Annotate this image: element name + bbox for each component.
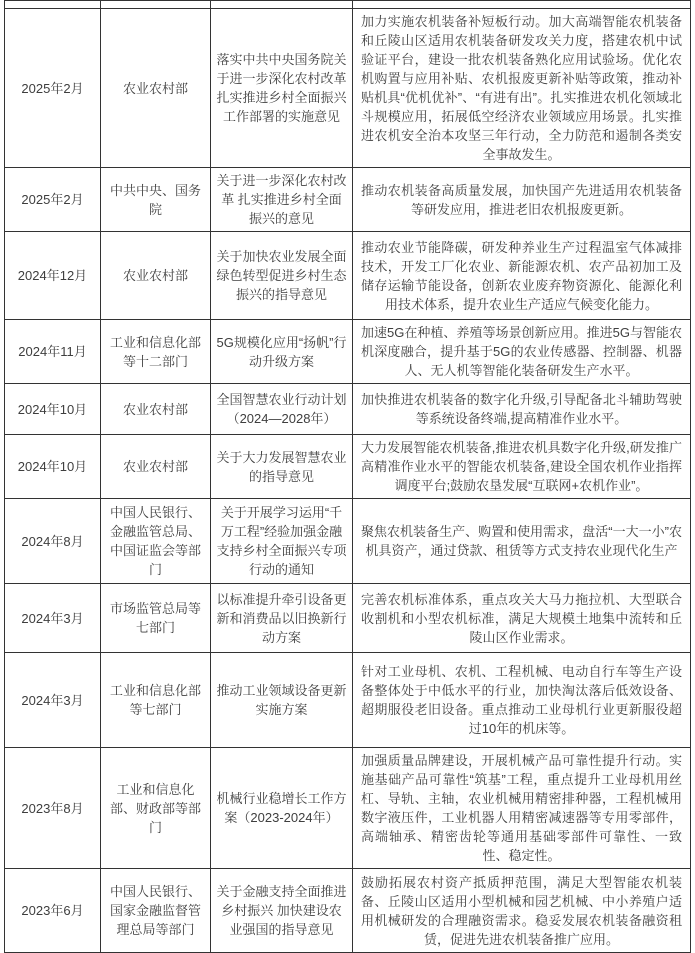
policy-department: 中国人民银行、国家金融监督管理总局等部门	[101, 869, 211, 953]
policy-description: 完善农机标准体系，重点攻关大马力拖拉机、大型联合收割机和小型农机标准，满足大规模土地集中流转和丘陵山区作业需求。	[353, 584, 691, 653]
policy-table-container	[4, 0, 691, 953]
table-row	[5, 168, 691, 232]
policy-title: 机械行业稳增长工作方案（2023-2024年）	[211, 748, 353, 869]
policy-description: 加快推进农机装备的数字化升级,引导配备北斗辅助驾驶等系统设备终端,提高精准作业水平。	[353, 384, 691, 435]
policy-date: 2023年6月	[5, 869, 101, 953]
policy-department: 工业和信息化部、财政部等部门	[101, 748, 211, 869]
table-row	[5, 435, 691, 499]
policy-department: 农业农村部	[101, 9, 211, 168]
policy-department: 市场监管总局等七部门	[101, 584, 211, 653]
policy-description: 聚焦农机装备生产、购置和使用需求，盘活“一大一小”农机具资产，通过贷款、租赁等方式支持农业现代化生产	[353, 499, 691, 584]
table-row	[5, 748, 691, 869]
policy-description: 加力实施农机装备补短板行动。加大高端智能农机装备和丘陵山区适用农机装备研发攻关力度，搭建农机中试验证平台，建设一批农机装备熟化应用试验场。优化农机购置与应用补贴、农机报废更新补贴等政策，推动补贴机具“优机优补”、“有进有出”。扎实推进农机化领域北斗规模应用，拓展低空经济农业领域应用场景。扎实推进农机安全治本攻坚三年行动，全力防范和遏制各类安全事故发生。	[353, 9, 691, 168]
policy-department: 中国人民银行、金融监管总局、中国证监会等部门	[101, 499, 211, 584]
policy-date: 2024年8月	[5, 499, 101, 584]
policy-title: 关于进一步深化农村改革 扎实推进乡村全面振兴的意见	[211, 168, 353, 232]
table-row	[5, 9, 691, 168]
policy-date: 2024年10月	[5, 435, 101, 499]
table-row	[5, 499, 691, 584]
policy-title: 以标准提升牵引设备更新和消费品以旧换新行动方案	[211, 584, 353, 653]
policy-title: 5G规模化应用“扬帆”行动升级方案	[211, 320, 353, 384]
policy-department: 工业和信息化部等七部门	[101, 653, 211, 748]
policy-description: 推动农业节能降碳，研发种养业生产过程温室气体减排技术，开发工厂化农业、新能源农机、农产品初加工及储存运输节能设备，创新农业废弃物资源化、能源化利用技术体系，提升农业生产适应气候变化能力。	[353, 232, 691, 320]
empty-cell	[211, 1, 353, 9]
policy-title: 全国智慧农业行动计划（2024—2028年）	[211, 384, 353, 435]
policy-description: 针对工业母机、农机、工程机械、电动自行车等生产设备整体处于中低水平的行业，加快淘汰落后低效设备、超期服役老旧设备。重点推动工业母机行业更新服役超过10年的机床等。	[353, 653, 691, 748]
policy-date: 2024年11月	[5, 320, 101, 384]
policy-date: 2024年3月	[5, 584, 101, 653]
empty-cell	[5, 1, 101, 9]
policy-title: 推动工业领域设备更新实施方案	[211, 653, 353, 748]
policy-description: 推动农机装备高质量发展，加快国产先进适用农机装备等研发应用，推进老旧农机报废更新。	[353, 168, 691, 232]
policy-department: 农业农村部	[101, 435, 211, 499]
table-row	[5, 232, 691, 320]
policy-title: 落实中共中央国务院关于进一步深化农村改革 扎实推进乡村全面振兴工作部署的实施意见	[211, 9, 353, 168]
table-row-partial	[5, 1, 691, 9]
policy-date: 2025年2月	[5, 168, 101, 232]
table-row	[5, 384, 691, 435]
policy-date: 2024年10月	[5, 384, 101, 435]
table-row	[5, 584, 691, 653]
policy-title: 关于加快农业发展全面绿色转型促进乡村生态振兴的指导意见	[211, 232, 353, 320]
policy-title: 关于大力发展智慧农业的指导意见	[211, 435, 353, 499]
policy-description: 鼓励拓展农村资产抵质押范围，满足大型智能农机装备、丘陵山区适用小型机械和园艺机械、中小养殖户适用机械研发的合理融资需求。稳妥发展农机装备融资租赁，促进先进农机装备推广应用。	[353, 869, 691, 953]
policy-description: 加强质量品牌建设，开展机械产品可靠性提升行动。实施基础产品可靠性“筑基”工程，重点提升工业母机用丝杠、导轨、主轴，农业机械用精密排种器，工程机械用数字液压件，工业机器人用精密减速器等专用零部件，高端轴承、精密齿轮等通用基础零部件可靠性、一致性、稳定性。	[353, 748, 691, 869]
policy-title: 关于金融支持全面推进乡村振兴 加快建设农业强国的指导意见	[211, 869, 353, 953]
table-row	[5, 653, 691, 748]
empty-cell	[101, 1, 211, 9]
table-row	[5, 320, 691, 384]
policy-department: 工业和信息化部等十二部门	[101, 320, 211, 384]
policy-table	[4, 0, 691, 953]
empty-cell	[353, 1, 691, 9]
policy-title: 关于开展学习运用“千万工程”经验加强金融支持乡村全面振兴专项行动的通知	[211, 499, 353, 584]
policy-description: 大力发展智能农机装备,推进农机具数字化升级,研发推广高精准作业水平的智能农机装备,建设全国农机作业指挥调度平台;鼓励农垦发展“互联网+农机作业”。	[353, 435, 691, 499]
policy-description: 加速5G在种植、养殖等场景创新应用。推进5G与智能农机深度融合，提升基于5G的农业传感器、控制器、机器人、无人机等智能化装备研发生产水平。	[353, 320, 691, 384]
policy-department: 农业农村部	[101, 384, 211, 435]
table-row	[5, 869, 691, 953]
policy-department: 农业农村部	[101, 232, 211, 320]
policy-date: 2024年12月	[5, 232, 101, 320]
policy-date: 2025年2月	[5, 9, 101, 168]
policy-date: 2023年8月	[5, 748, 101, 869]
policy-date: 2024年3月	[5, 653, 101, 748]
policy-department: 中共中央、国务院	[101, 168, 211, 232]
